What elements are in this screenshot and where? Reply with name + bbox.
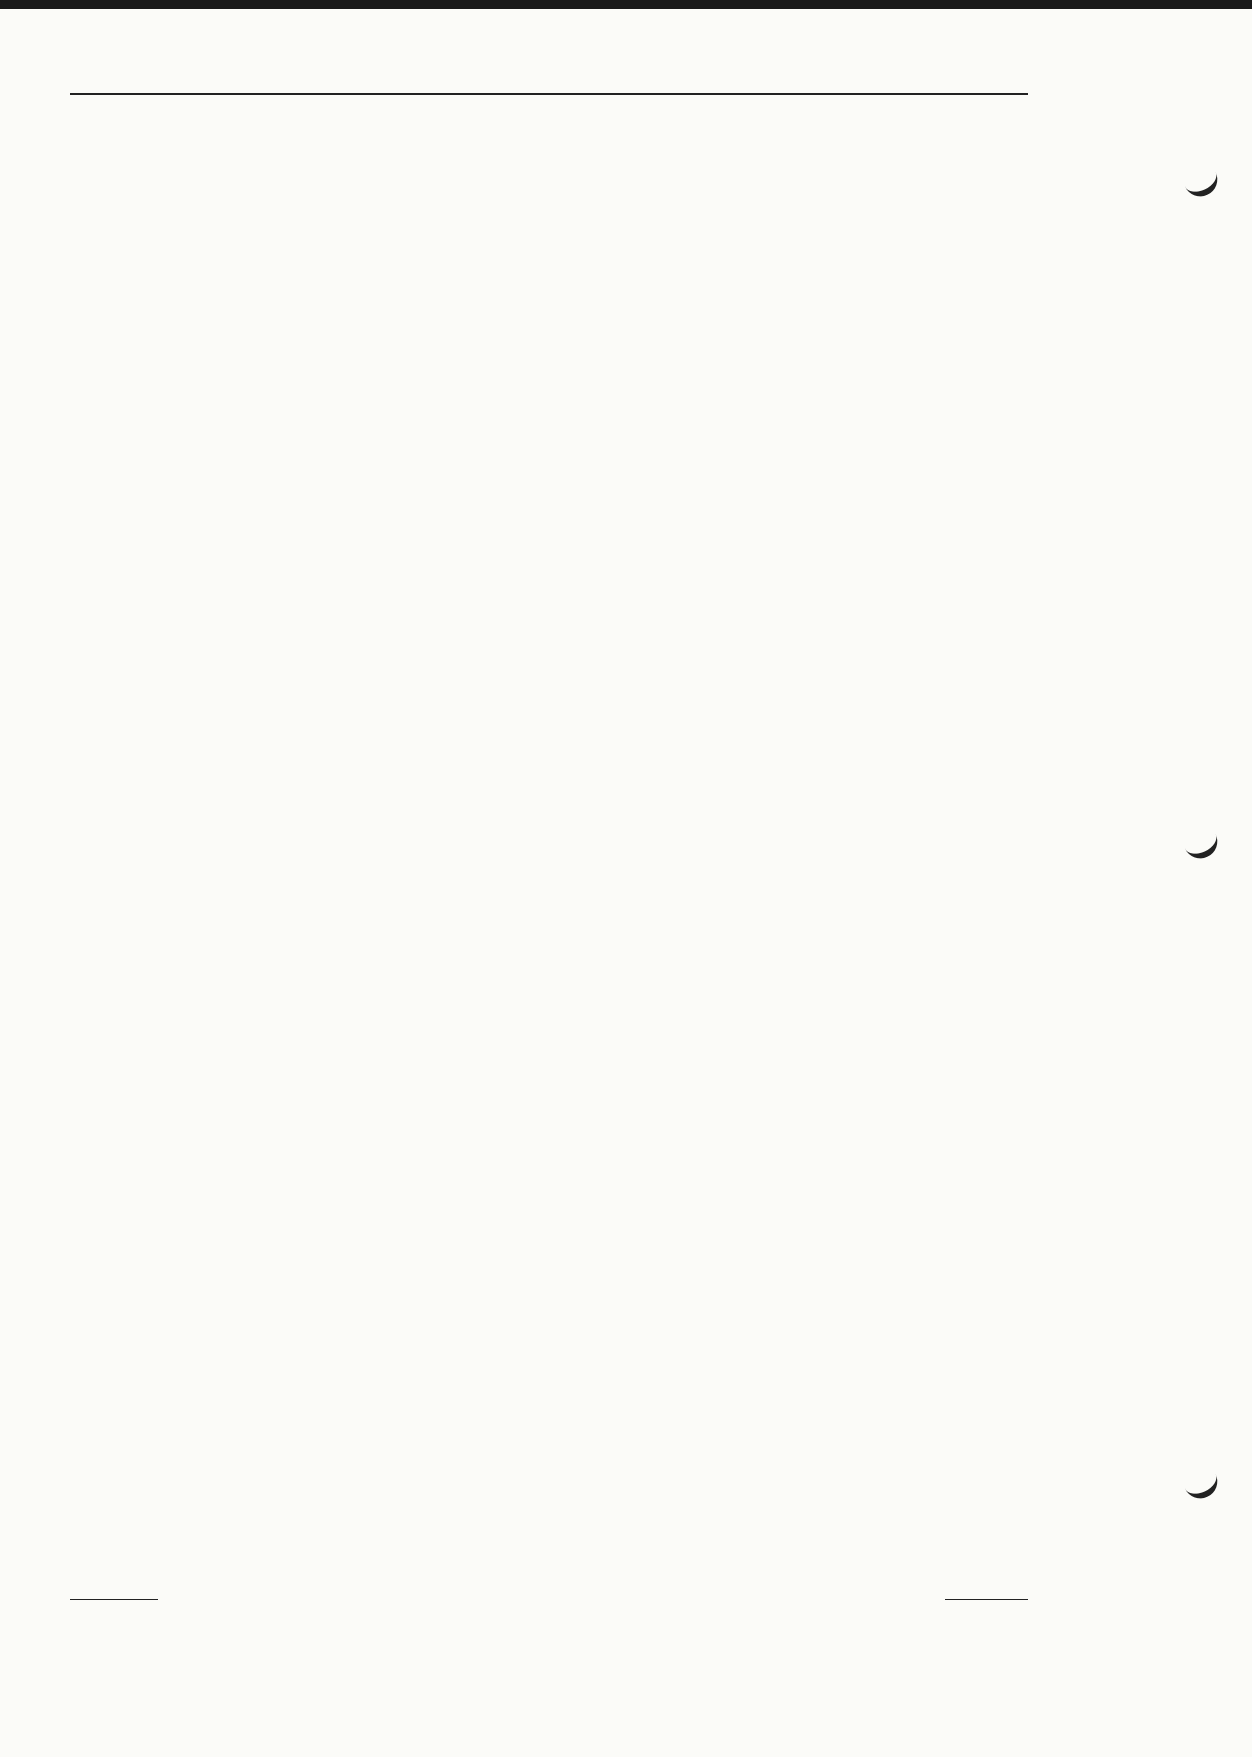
top-border [0,0,1252,9]
header-divider [70,93,1028,95]
binder-hole [1181,164,1223,202]
binder-hole [1181,1466,1223,1504]
footer-rule-right [945,1599,1028,1600]
binder-hole [1181,826,1223,864]
footer-rule-left [70,1599,158,1600]
